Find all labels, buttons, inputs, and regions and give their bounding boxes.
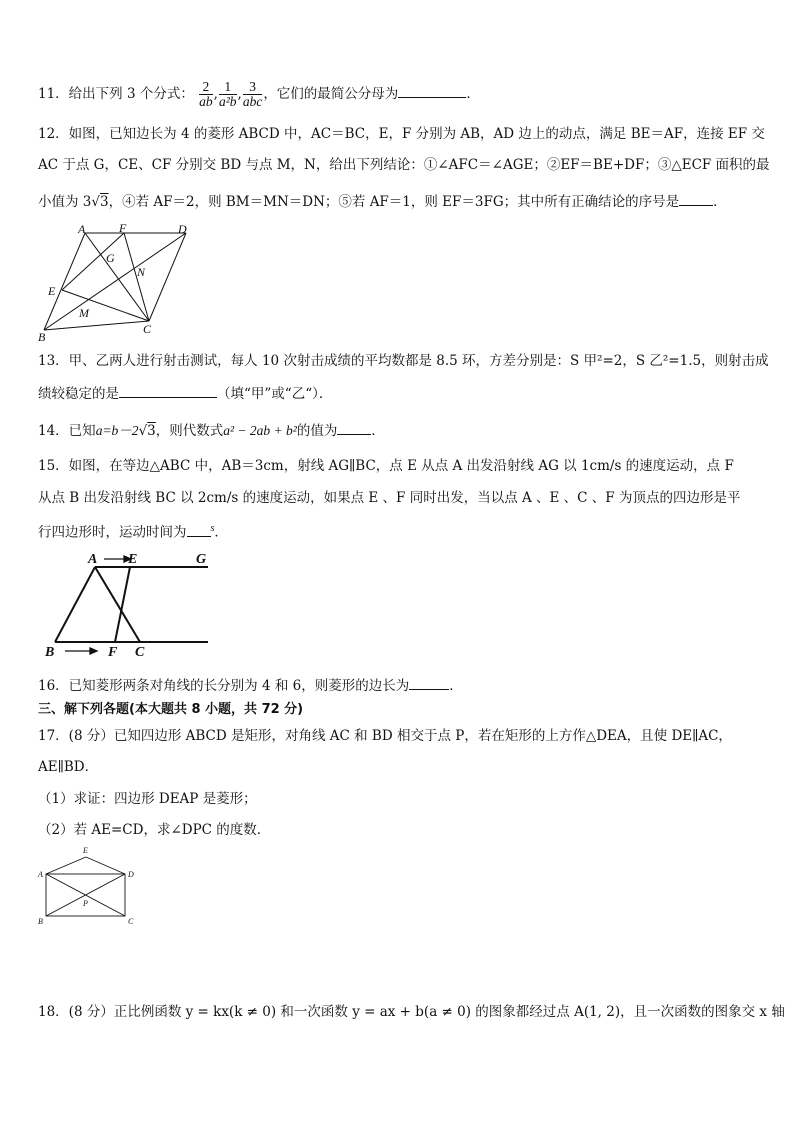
q15-line-2: 从点 B 出发沿射线 BC 以 2cm/s 的速度运动，如果点 E 、F 同时出发，当以点 A 、E 、C 、F 为顶点的四边形是平: [38, 490, 741, 506]
q15-line-1: 15．如图，在等边△ABC 中，AB＝3cm，射线 AG∥BC，点 E 从点 A 出发沿射线 AG 以 1cm/s 的速度运动，点 F: [38, 458, 734, 474]
fig-label: E: [83, 846, 88, 855]
fig-label: A: [88, 552, 98, 567]
q11-suffix: ，它们的最简公分母为: [263, 86, 399, 102]
fig-label: B: [45, 645, 55, 660]
question-18: 18．(8 分）正比例函数 y = kx(k ≠ 0) 和一次函数 y = ax + b(a ≠ 0) 的图象都经过点 A(1, 2)，且一次函数的图象交 x 轴: [38, 1004, 785, 1020]
q12-line-2: AC 于点 G，CE、CF 分别交 BD 与点 M，N，给出下列结论：①∠AFC＝∠AGE；②EF＝BE+DF；③△ECF 面积的最: [38, 157, 770, 173]
q17-sub-2: （2）若 AE=CD，求∠DPC 的度数．: [38, 822, 271, 838]
q12-answer-blank: [679, 191, 713, 206]
section-heading: 三、解下列各题(本大题共 8 小题，共 72 分): [38, 702, 304, 717]
q17-sub-1: （1）求证：四边形 DEAP 是菱形；: [38, 791, 257, 807]
q11-answer-blank: [398, 83, 466, 98]
q17-rectangle-figure: [34, 843, 144, 928]
fig-label: B: [38, 917, 43, 926]
q15-answer-blank: [187, 522, 211, 537]
fig-label: D: [178, 222, 187, 236]
q11-fraction-2: $\frac{1}{\text{a²b}}$: [218, 79, 237, 109]
q12-rhombus-figure: [36, 220, 196, 345]
fig-label: A: [78, 222, 86, 236]
fig-label: P: [83, 899, 88, 908]
fig-label: C: [143, 322, 152, 336]
q13-line-1: 13．甲、乙两人进行射击测试，每人 10 次射击成绩的平均数都是 8.5 环，方差分别是：S 甲²=2，S 乙²=1.5，则射击成: [38, 353, 769, 369]
fig-label: C: [128, 917, 134, 926]
q13-answer-blank: [119, 383, 217, 398]
fig-label: G: [196, 552, 207, 567]
question-14: 14．已知a=b－2√3，则代数式a² − 2ab + b²的值为 ．: [38, 420, 385, 441]
fig-label: G: [106, 251, 115, 265]
fig-label: B: [38, 330, 46, 344]
fig-label: A: [38, 870, 43, 879]
fig-label: F: [108, 645, 118, 660]
fig-label: F: [119, 221, 127, 235]
question-11: 11．给出下列 3 个分式： $\frac{2}{ab}$ , $\frac{1}{\text{a²b}}$ , $\frac{3}{\text{abc}}$ ，它们的最简公分母为 ．: [38, 79, 480, 109]
q16-answer-blank: [409, 675, 449, 690]
fig-label: C: [135, 645, 145, 660]
q13-line-2: 绩较稳定的是 （填“甲”或“乙“）．: [38, 383, 332, 404]
q11-prefix: 11．给出下列 3 个分式：: [38, 86, 194, 102]
q12-line-3: 小值为 3√3，④若 AF＝2，则 BM＝MN＝DN；⑤若 AF＝1，则 EF＝3FG；其中所有正确结论的序号是 ．: [38, 191, 727, 212]
question-16: 16．已知菱形两条对角线的长分别为 4 和 6，则菱形的边长为 ．: [38, 675, 463, 696]
fig-label: N: [137, 265, 146, 279]
q17-line-1: 17．(8 分）已知四边形 ABCD 是矩形，对角线 AC 和 BD 相交于点 P，若在矩形的上方作△DEA，且使 DE∥AC，: [38, 728, 732, 744]
q15-triangle-figure: [40, 545, 220, 663]
q14-answer-blank: [337, 420, 371, 435]
q11-fraction-1: $\frac{2}{ab}$: [199, 79, 213, 109]
fig-label: E: [128, 552, 138, 567]
fig-label: M: [79, 306, 89, 320]
fig-label: E: [48, 284, 56, 298]
q11-fraction-3: $\frac{3}{\text{abc}}$: [242, 79, 263, 109]
q12-line-1: 12．如图，已知边长为 4 的菱形 ABCD 中，AC＝BC，E，F 分别为 AB，AD 边上的动点，满足 BE＝AF，连接 EF 交: [38, 126, 765, 142]
q17-line-2: AE∥BD．: [38, 759, 99, 775]
fig-label: D: [128, 870, 134, 879]
q15-line-3: 行四边形时，运动时间为 $^s$．: [38, 523, 228, 541]
